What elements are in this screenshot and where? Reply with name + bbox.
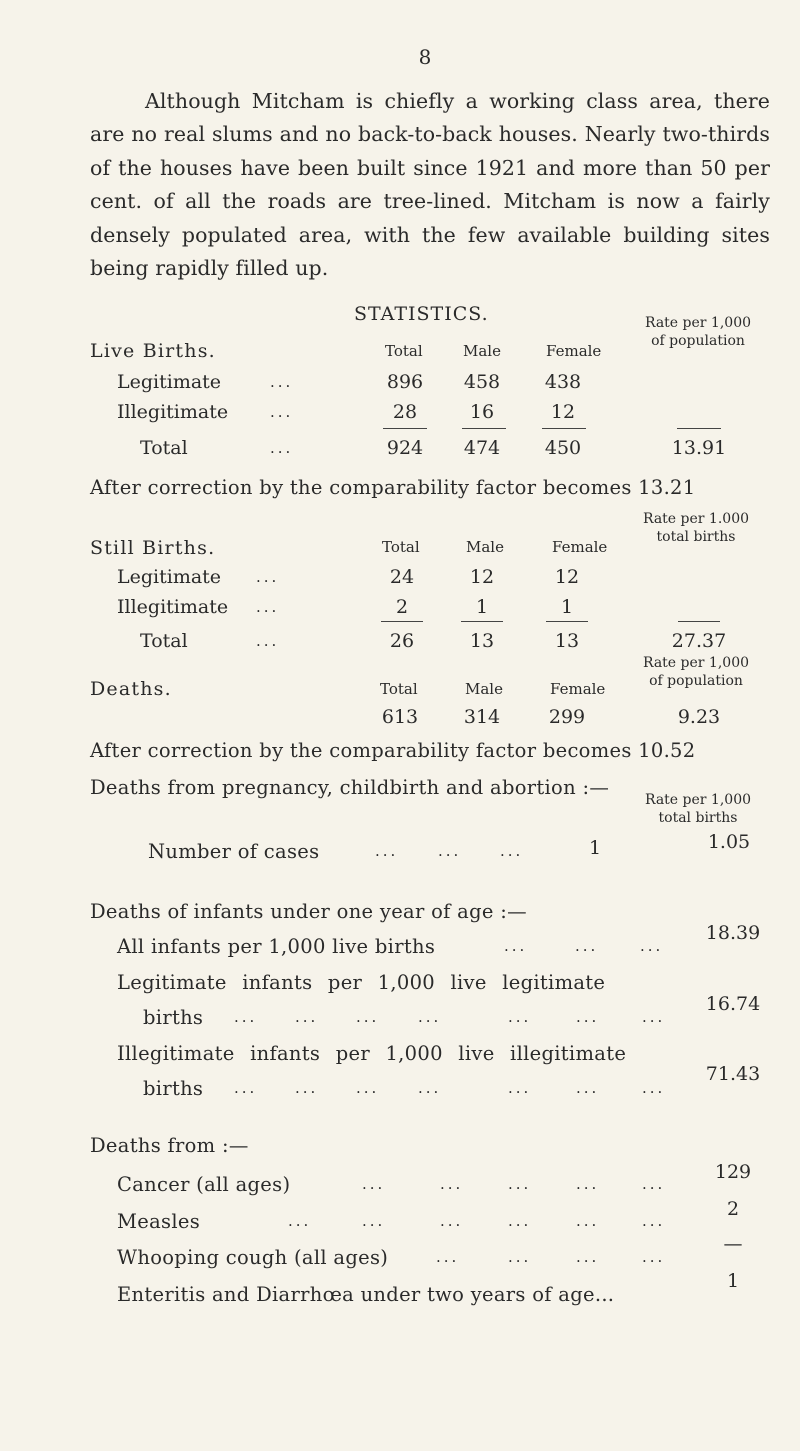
deaths-from-item-label: Enteritis and Diarrhœa under two years of age... — [117, 1283, 615, 1306]
leader-dots: ... — [234, 1008, 258, 1026]
live-births-col-rate-line1: Rate per 1,000 — [644, 315, 752, 331]
still-births-row-label: Legitimate — [117, 566, 222, 588]
leader-dots: ... — [508, 1212, 532, 1230]
leader-dots: ... — [642, 1212, 666, 1230]
infants-legit-label-cont: births — [143, 1006, 204, 1029]
still-births-cell: 26 — [389, 630, 415, 652]
still-births-col-total: Total — [382, 538, 420, 556]
leader-dots: ... — [438, 842, 462, 860]
leader-dots: ... — [508, 1079, 532, 1097]
deaths-from-heading: Deaths from :— — [90, 1134, 249, 1157]
live-births-cell: 12 — [550, 401, 576, 423]
infants-all-label: All infants per 1,000 live births — [117, 935, 436, 958]
leader-dots: ... — [356, 1079, 380, 1097]
infants-illegit-label-cont: births — [143, 1077, 204, 1100]
still-births-cell: 1 — [560, 596, 574, 618]
leader-dots: ... — [642, 1079, 666, 1097]
still-births-cell: 13 — [469, 630, 495, 652]
leader-dots: ... — [295, 1008, 319, 1026]
leader-dots: ... — [640, 937, 664, 955]
pregnancy-count: 1 — [588, 837, 602, 859]
leader-dots: ... — [576, 1008, 600, 1026]
leader-dots: ... — [234, 1079, 258, 1097]
live-births-col-total: Total — [385, 342, 423, 360]
leader-dots: ... — [642, 1248, 666, 1266]
sum-rule — [383, 428, 427, 429]
deaths-from-item-label: Cancer (all ages) — [117, 1173, 291, 1196]
still-births-col-male: Male — [466, 538, 504, 556]
statistics-heading: STATISTICS. — [354, 303, 489, 325]
still-births-cell: 12 — [554, 566, 580, 588]
leader-dots: ... — [508, 1248, 532, 1266]
leader-dots: ... — [500, 842, 524, 860]
leader-dots: ... — [440, 1175, 464, 1193]
leader-dots: ... — [418, 1079, 442, 1097]
leader-dots: ... — [508, 1008, 532, 1026]
leader-dots: ... — [270, 439, 294, 457]
still-births-row-label: Total — [140, 630, 188, 652]
deaths-from-item-value: 1 — [726, 1270, 740, 1292]
pregnancy-label: Number of cases — [148, 840, 320, 863]
intro-text: Although Mitcham is chiefly a working class area, there are no real slums and no back-to-back houses. Nearly two-thirds of the houses have been built since 1921 and more than 50 per cent. of all the roads are tree-lined. Mitcham is now a fairly densely populated area, with the few available building sites being rapidly filled up. — [90, 89, 770, 281]
still-births-cell: 2 — [395, 596, 409, 618]
sum-rule — [677, 428, 721, 429]
deaths-female: 299 — [548, 706, 586, 728]
still-births-col-female: Female — [552, 538, 608, 556]
sum-rule — [542, 428, 586, 429]
live-births-row-label: Total — [140, 437, 188, 459]
deaths-col-total: Total — [380, 680, 418, 698]
leader-dots: ... — [356, 1008, 380, 1026]
deaths-col-rate — [626, 654, 766, 690]
sum-rule — [462, 428, 506, 429]
infants-legit-label: Legitimate infants per 1,000 live legitimate — [117, 971, 606, 994]
leader-dots: ... — [418, 1008, 442, 1026]
leader-dots: ... — [270, 403, 294, 421]
deaths-rate: 9.23 — [677, 706, 721, 728]
live-births-cell: 16 — [469, 401, 495, 423]
pregnancy-rate: 1.05 — [707, 831, 751, 853]
live-births-cell: 438 — [544, 371, 582, 393]
still-births-cell: 24 — [389, 566, 415, 588]
live-births-rate: 13.91 — [671, 437, 727, 459]
still-births-col-rate-line2: total births — [656, 529, 736, 545]
infants-illegit-label: Illegitimate infants per 1,000 live illegitimate — [117, 1042, 627, 1065]
deaths-col-female: Female — [550, 680, 606, 698]
leader-dots: ... — [436, 1248, 460, 1266]
sum-rule — [546, 621, 588, 622]
pregnancy-heading: Deaths from pregnancy, childbirth and abortion :— — [90, 776, 610, 799]
leader-dots: ... — [642, 1175, 666, 1193]
deaths-male: 314 — [463, 706, 501, 728]
live-births-col-male: Male — [463, 342, 501, 360]
sum-rule — [381, 621, 423, 622]
live-births-cell: 450 — [544, 437, 582, 459]
still-births-col-rate — [626, 510, 766, 546]
leader-dots: ... — [642, 1008, 666, 1026]
leader-dots: ... — [576, 1079, 600, 1097]
still-births-row-label: Illegitimate — [117, 596, 229, 618]
leader-dots: ... — [508, 1175, 532, 1193]
infants-legit-value: 16.74 — [705, 993, 761, 1015]
leader-dots: ... — [256, 632, 280, 650]
leader-dots: ... — [440, 1212, 464, 1230]
deaths-from-item-value: 2 — [726, 1198, 740, 1220]
live-births-cell: 924 — [386, 437, 424, 459]
leader-dots: ... — [576, 1248, 600, 1266]
infants-heading: Deaths of infants under one year of age :— — [90, 900, 527, 923]
live-births-cell: 458 — [463, 371, 501, 393]
live-births-col-female: Female — [546, 342, 602, 360]
deaths-from-item-value: 129 — [714, 1161, 752, 1183]
live-births-cell: 896 — [386, 371, 424, 393]
pregnancy-col-rate-line1: Rate per 1,000 — [644, 792, 752, 808]
live-births-cell: 28 — [392, 401, 418, 423]
leader-dots: ... — [375, 842, 399, 860]
deaths-col-rate-line1: Rate per 1,000 — [642, 655, 750, 671]
leader-dots: ... — [270, 373, 294, 391]
deaths-heading: Deaths. — [90, 678, 172, 700]
infants-all-value: 18.39 — [705, 922, 761, 944]
leader-dots: ... — [576, 1175, 600, 1193]
live-births-cell: 474 — [463, 437, 501, 459]
live-births-row-label: Illegitimate — [117, 401, 229, 423]
live-births-col-rate-line2: of population — [651, 333, 745, 349]
sum-rule — [678, 621, 720, 622]
still-births-cell: 12 — [469, 566, 495, 588]
still-births-rate: 27.37 — [671, 630, 727, 652]
leader-dots: ... — [576, 1212, 600, 1230]
leader-dots: ... — [256, 568, 280, 586]
still-births-cell: 1 — [475, 596, 489, 618]
leader-dots: ... — [288, 1212, 312, 1230]
leader-dots: ... — [295, 1079, 319, 1097]
infants-illegit-value: 71.43 — [705, 1063, 761, 1085]
live-births-correction: After correction by the comparability factor becomes 13.21 — [90, 476, 696, 499]
deaths-correction: After correction by the comparability factor becomes 10.52 — [90, 739, 696, 762]
still-births-cell: 13 — [554, 630, 580, 652]
deaths-total: 613 — [381, 706, 419, 728]
still-births-col-rate-line1: Rate per 1.000 — [642, 511, 750, 527]
leader-dots: ... — [504, 937, 528, 955]
leader-dots: ... — [362, 1175, 386, 1193]
still-births-heading: Still Births. — [90, 537, 216, 559]
deaths-from-item-value: — — [723, 1233, 743, 1255]
deaths-from-item-label: Whooping cough (all ages) — [117, 1246, 389, 1269]
deaths-col-male: Male — [465, 680, 503, 698]
intro-paragraph — [90, 85, 770, 285]
leader-dots: ... — [256, 598, 280, 616]
pregnancy-col-rate-line2: total births — [658, 810, 738, 826]
live-births-heading: Live Births. — [90, 340, 216, 362]
leader-dots: ... — [362, 1212, 386, 1230]
live-births-col-rate — [628, 314, 768, 350]
deaths-from-item-label: Measles — [117, 1210, 201, 1233]
deaths-col-rate-line2: of population — [649, 673, 743, 689]
sum-rule — [461, 621, 503, 622]
leader-dots: ... — [575, 937, 599, 955]
live-births-row-label: Legitimate — [117, 371, 222, 393]
page-number: 8 — [418, 45, 432, 69]
pregnancy-col-rate — [628, 791, 768, 827]
